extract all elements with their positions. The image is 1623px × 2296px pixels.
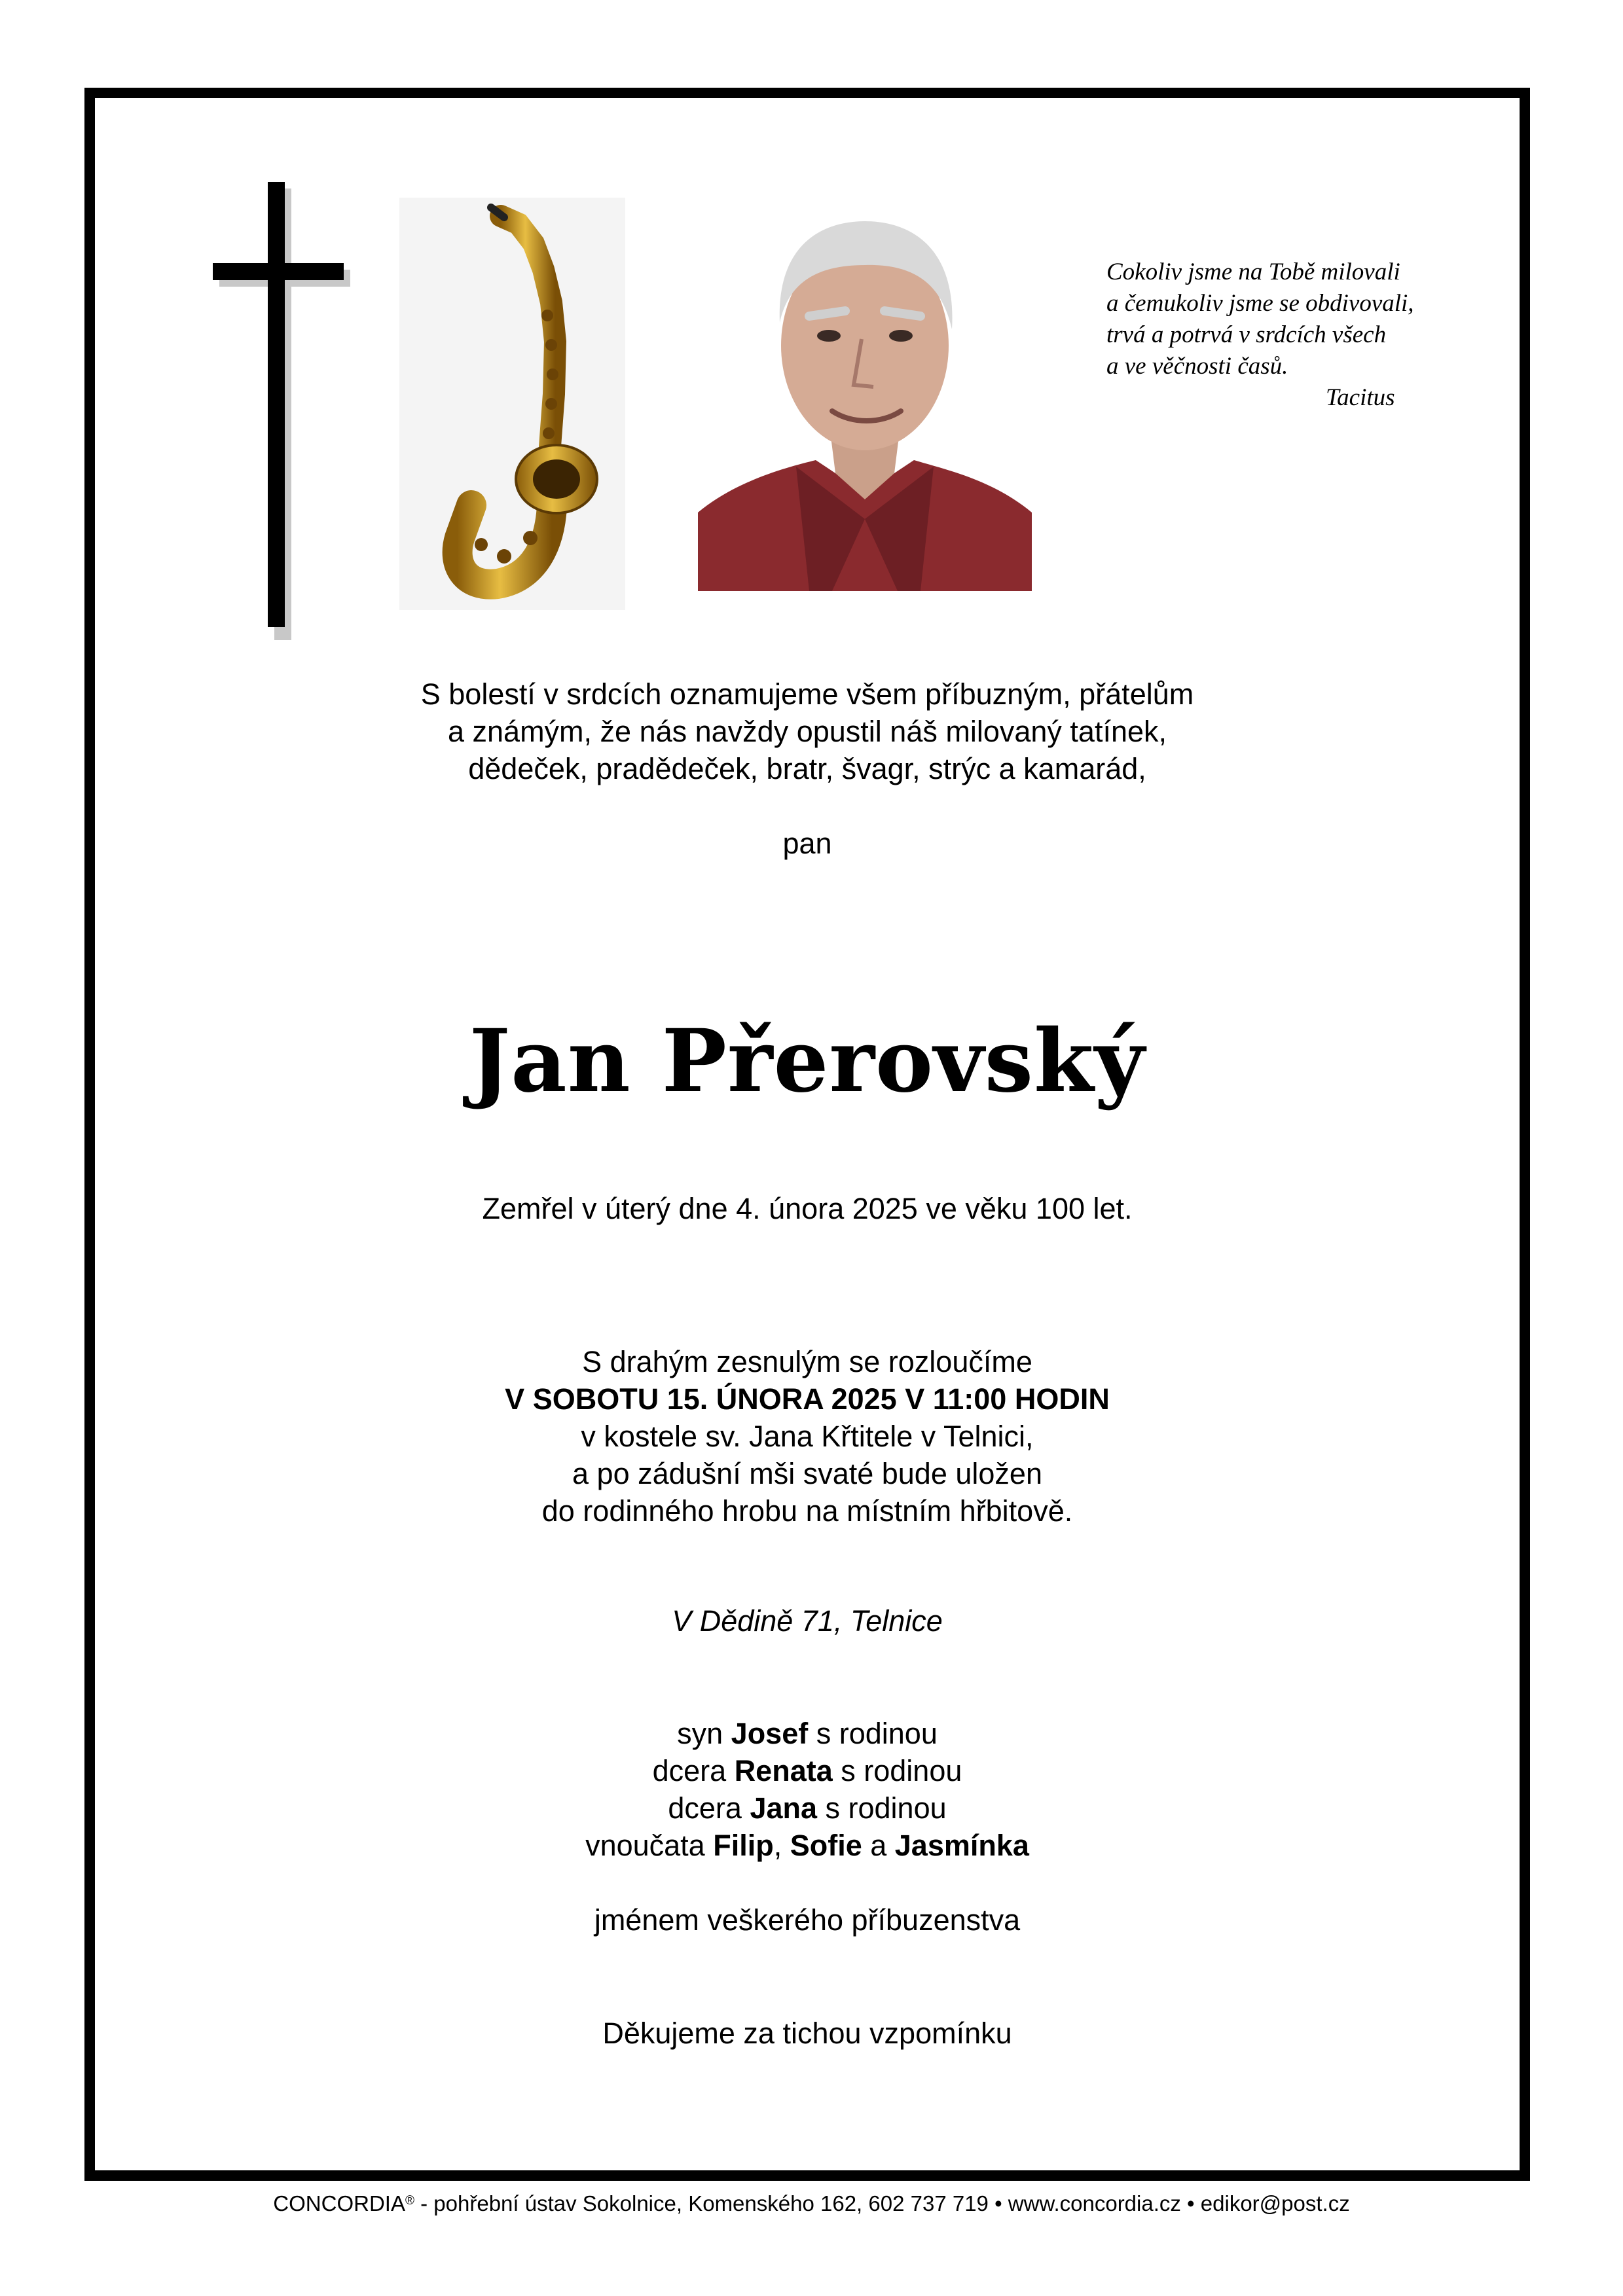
deceased-portrait (698, 205, 1032, 591)
ceremony-line: a po zádušní mši svaté bude uložen (572, 1457, 1042, 1490)
ceremony-datetime: V SOBOTU 15. ÚNORA 2025 V 11:00 HODIN (505, 1382, 1110, 1416)
company-name: CONCORDIA (273, 2191, 405, 2215)
ceremony-line: v kostele sv. Jana Křtitele v Telnici, (581, 1420, 1034, 1453)
thanks-line: Děkujeme za tichou vzpomínku (602, 2017, 1012, 2050)
deceased-name: Jan Přerovský (469, 1011, 1146, 1112)
quote-line: trvá a potrvá v srdcích všech (1106, 321, 1387, 348)
intro-line: dědeček, pradědeček, bratr, švagr, strýc a kamarád, (468, 752, 1146, 785)
company-details: - pohřební ústav Sokolnice, Komenského 162, 602 737 719 • www.concordia.cz • edikor@post.cz (414, 2191, 1350, 2215)
saxophone-icon (399, 198, 625, 610)
mourner-grandchildren: vnoučata Filip, Sofie a Jasmínka (585, 1829, 1029, 1862)
quote-line: a čemukoliv jsme se obdivovali, (1106, 290, 1414, 317)
funeral-home-footer (0, 2191, 1623, 2217)
death-notice: Zemřel v úterý dne 4. února 2025 ve věku 100 let. (482, 1192, 1133, 1225)
on-behalf-line: jménem veškerého příbuzenstva (594, 1903, 1021, 1937)
mourner-son: syn Josef s rodinou (677, 1717, 938, 1750)
salutation: pan (782, 827, 832, 860)
intro-line: S bolestí v srdcích oznamujeme všem příbuzným, přátelům (420, 677, 1194, 711)
home-address: V Dědině 71, Telnice (672, 1604, 943, 1638)
funeral-details (84, 1343, 1530, 1530)
quote-line: a ve věčnosti časů. (1106, 353, 1288, 380)
quote-author: Tacitus (1326, 384, 1395, 411)
epitaph-quote (1106, 257, 1512, 414)
ceremony-line: do rodinného hrobu na místním hřbitově. (541, 1494, 1073, 1528)
mourner-daughter: dcera Jana s rodinou (668, 1791, 947, 1825)
registered-mark: ® (405, 2194, 414, 2208)
cross-icon (213, 182, 344, 634)
mourners-list (84, 1715, 1530, 1864)
quote-line: Cokoliv jsme na Tobě milovali (1106, 259, 1400, 285)
announcement-intro (84, 675, 1530, 787)
mourner-daughter: dcera Renata s rodinou (652, 1754, 962, 1787)
intro-line: a známým, že nás navždy opustil náš milovaný tatínek, (447, 715, 1167, 748)
ceremony-line: S drahým zesnulým se rozloučíme (582, 1345, 1032, 1378)
